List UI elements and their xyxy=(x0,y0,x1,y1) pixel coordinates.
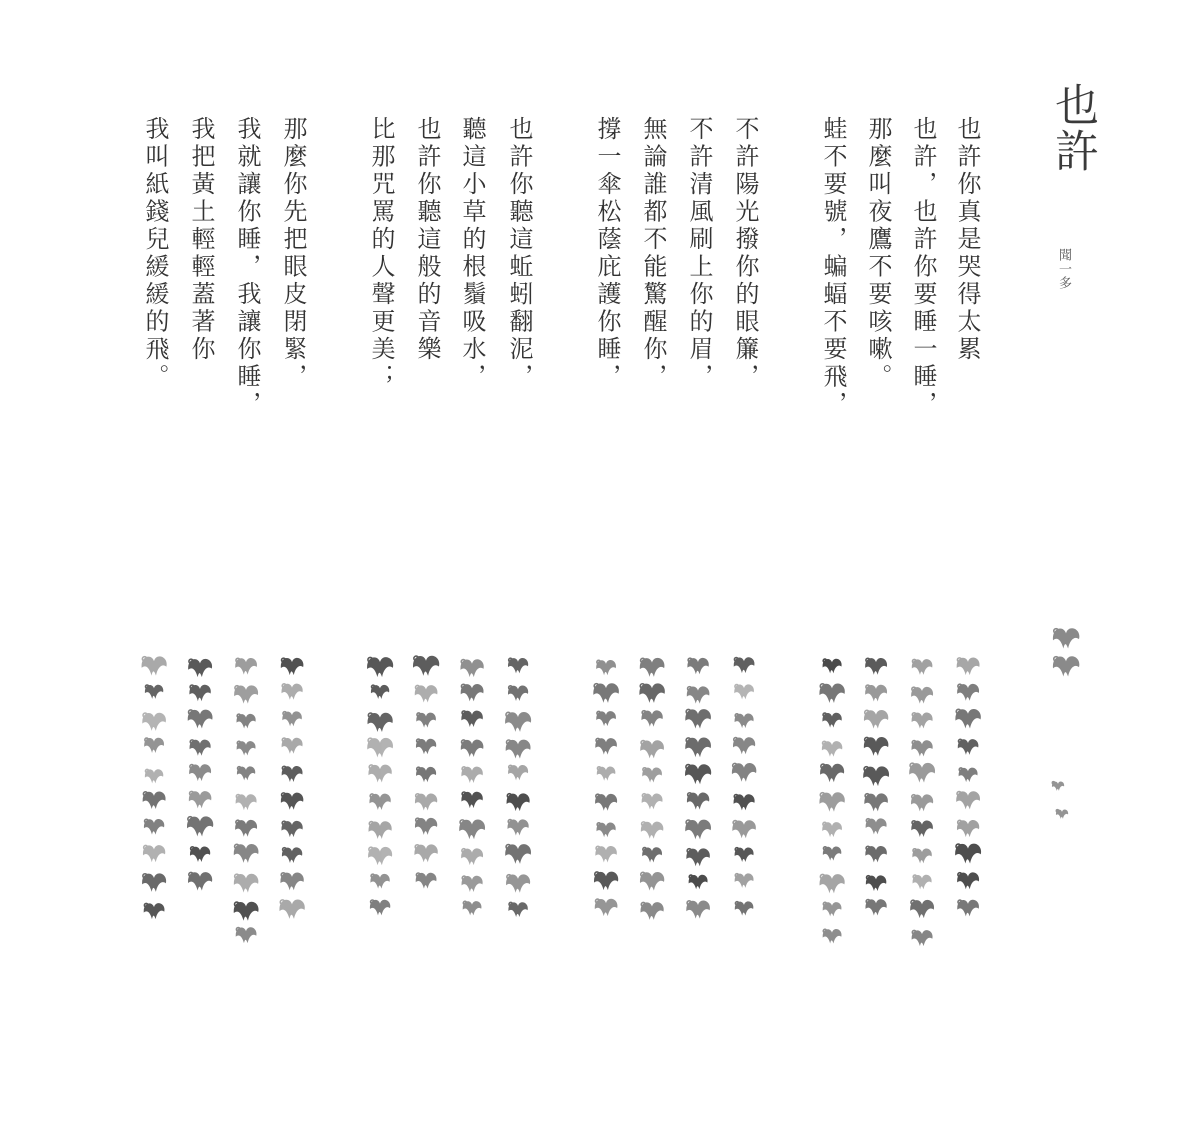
ink-glyph xyxy=(1052,782,1064,791)
ink-glyph xyxy=(641,902,664,920)
ink-glyph xyxy=(596,711,616,726)
ink-glyph xyxy=(282,847,302,863)
poem-line-15: 我把黃土輕輕蓋著你 xyxy=(187,116,215,364)
poem-line-3: 那麼叫夜鷹不要咳嗽。 xyxy=(864,116,892,391)
ink-glyph xyxy=(595,899,618,916)
ink-glyph xyxy=(955,844,981,864)
ink-glyph xyxy=(413,656,439,676)
ink-glyph xyxy=(687,792,709,809)
ink-glyph xyxy=(279,900,304,919)
ink-glyph xyxy=(640,658,665,677)
ink-glyph xyxy=(282,738,303,754)
ink-glyph xyxy=(463,901,482,915)
poem-title: 也許 xyxy=(1047,82,1098,174)
ink-glyph xyxy=(823,929,842,943)
ink-glyph xyxy=(687,658,708,674)
ink-glyph xyxy=(864,710,888,729)
ink-glyph xyxy=(459,820,485,840)
ink-glyph xyxy=(282,766,303,782)
ink-glyph xyxy=(188,659,212,677)
ink-glyph xyxy=(685,709,711,729)
poem-text-block xyxy=(0,0,1200,470)
ink-glyph xyxy=(142,713,166,731)
ink-glyph xyxy=(415,793,437,810)
ink-glyph xyxy=(687,686,710,703)
ink-glyph xyxy=(685,820,711,840)
ink-glyph xyxy=(415,818,437,835)
ink-glyph xyxy=(237,714,256,729)
ink-glyph xyxy=(369,794,390,810)
ink-glyph xyxy=(958,739,979,755)
poem-line-6: 不許清風刷上你的眉， xyxy=(685,116,713,391)
ink-glyph xyxy=(641,822,663,839)
ink-glyph xyxy=(957,820,979,837)
ink-glyph xyxy=(505,712,531,732)
ink-glyph xyxy=(142,656,167,675)
ink-glyph xyxy=(735,714,754,729)
ink-glyph xyxy=(416,767,436,782)
ink-glyph xyxy=(144,819,164,835)
ink-glyph xyxy=(370,874,389,889)
ink-glyph xyxy=(188,710,213,729)
ink-glyph xyxy=(143,845,165,862)
ink-glyph xyxy=(957,684,979,701)
ink-glyph xyxy=(189,764,211,781)
ink-glyph xyxy=(912,930,933,946)
ink-glyph xyxy=(596,660,616,675)
ink-glyph xyxy=(1056,810,1068,819)
ink-glyph xyxy=(913,875,932,890)
ink-glyph xyxy=(505,844,531,864)
ink-glyph xyxy=(865,685,887,702)
ink-glyph xyxy=(865,846,887,862)
ink-glyph xyxy=(367,738,393,758)
ink-glyph xyxy=(368,847,392,865)
ink-glyph xyxy=(733,737,755,754)
ink-glyph xyxy=(912,740,933,756)
poem-line-4: 蛙不要號，蝙蝠不要飛， xyxy=(819,116,847,419)
ink-glyph xyxy=(822,822,842,837)
ink-glyph xyxy=(912,712,933,728)
ink-glyph xyxy=(686,901,710,919)
ink-glyph xyxy=(955,709,980,728)
poem-line-11: 也許你聽這般的音樂 xyxy=(413,116,441,364)
ink-glyph xyxy=(416,713,436,728)
ink-glyph xyxy=(685,738,711,758)
ink-glyph xyxy=(370,900,390,916)
ink-glyph xyxy=(819,792,844,811)
ink-glyph xyxy=(640,872,664,891)
ink-glyph xyxy=(187,816,213,836)
ink-glyph xyxy=(416,739,436,755)
ink-glyph xyxy=(506,740,531,759)
ink-glyph xyxy=(461,848,483,865)
ink-glyph xyxy=(686,848,709,866)
ink-glyph xyxy=(371,685,389,699)
ink-glyph xyxy=(144,903,165,919)
ink-glyph xyxy=(595,738,617,755)
ink-glyph xyxy=(142,873,166,891)
ink-glyph xyxy=(957,658,980,676)
ink-glyph xyxy=(236,794,257,810)
ink-glyph xyxy=(281,793,304,810)
ink-glyph xyxy=(190,740,211,756)
ink-glyph xyxy=(414,844,437,862)
ink-glyph xyxy=(508,765,528,780)
ink-glyph xyxy=(823,847,841,861)
ink-glyph xyxy=(236,927,257,943)
ink-smoke-illustration xyxy=(0,600,1200,1000)
ink-glyph xyxy=(912,659,933,675)
ink-glyph xyxy=(508,819,529,835)
ink-glyph xyxy=(1053,656,1079,676)
ink-glyph xyxy=(735,873,754,887)
ink-glyph xyxy=(689,875,708,889)
ink-glyph xyxy=(145,685,163,699)
ink-glyph xyxy=(368,713,393,732)
ink-smoke-canvas xyxy=(0,600,1200,1000)
ink-glyph xyxy=(188,872,212,891)
ink-glyph xyxy=(508,686,528,701)
ink-glyph xyxy=(957,872,979,889)
ink-glyph xyxy=(595,794,617,811)
poem-author: 聞一多 xyxy=(1056,248,1071,290)
ink-glyph xyxy=(281,658,304,675)
ink-glyph xyxy=(594,872,618,891)
ink-glyph xyxy=(190,847,210,863)
ink-glyph xyxy=(235,658,257,675)
ink-glyph xyxy=(639,683,664,703)
ink-glyph xyxy=(732,763,756,782)
poem-line-1: 也許你真是哭得太累 xyxy=(953,116,981,364)
ink-glyph xyxy=(866,818,887,834)
ink-glyph xyxy=(642,767,662,782)
ink-glyph xyxy=(280,872,303,890)
ink-glyph xyxy=(597,823,616,838)
ink-glyph xyxy=(461,684,484,701)
ink-glyph xyxy=(368,765,391,783)
ink-glyph xyxy=(367,657,393,677)
ink-glyph xyxy=(640,740,664,758)
ink-glyph xyxy=(235,820,257,837)
ink-glyph xyxy=(735,847,754,861)
ink-glyph xyxy=(685,764,711,784)
poem-line-8: 撐一傘松蔭庇護你睡， xyxy=(593,116,621,391)
ink-glyph xyxy=(735,901,754,915)
ink-glyph xyxy=(282,684,303,700)
poem-line-12: 比那咒罵的人聲更美； xyxy=(367,116,395,391)
ink-glyph xyxy=(461,711,482,727)
ink-glyph xyxy=(911,687,933,704)
ink-glyph xyxy=(234,844,259,863)
poem-line-10: 聽這小草的根鬚吸水， xyxy=(458,116,486,391)
ink-glyph xyxy=(823,902,842,916)
ink-glyph xyxy=(823,659,842,674)
ink-glyph xyxy=(145,769,163,783)
ink-glyph xyxy=(462,876,483,892)
ink-glyph xyxy=(734,794,755,810)
poem-line-14: 我就讓你睡，我讓你睡， xyxy=(233,116,261,419)
ink-glyph xyxy=(593,683,619,703)
poem-line-9: 也許你聽這蚯蚓翻泥， xyxy=(505,116,533,391)
ink-glyph xyxy=(820,764,844,782)
ink-glyph xyxy=(460,659,483,677)
ink-glyph xyxy=(959,768,978,782)
ink-glyph xyxy=(642,847,662,862)
ink-glyph xyxy=(819,683,844,702)
ink-glyph xyxy=(734,657,755,673)
ink-glyph xyxy=(234,685,258,703)
ink-glyph xyxy=(507,793,530,811)
ink-glyph xyxy=(282,711,302,726)
ink-glyph xyxy=(506,874,530,892)
ink-glyph xyxy=(508,658,528,673)
ink-glyph xyxy=(956,791,980,809)
ink-glyph xyxy=(237,766,255,780)
ink-glyph xyxy=(416,873,437,889)
ink-glyph xyxy=(461,792,482,808)
ink-glyph xyxy=(415,685,438,702)
poem-line-5: 不許陽光撥你的眼簾， xyxy=(731,116,759,391)
ink-glyph xyxy=(909,763,935,783)
ink-glyph xyxy=(189,685,210,701)
ink-glyph xyxy=(822,713,841,728)
ink-glyph xyxy=(822,741,842,757)
ink-glyph xyxy=(866,875,886,891)
ink-glyph xyxy=(143,791,166,809)
ink-glyph xyxy=(642,793,663,809)
ink-glyph xyxy=(732,820,756,838)
ink-glyph xyxy=(864,737,889,756)
ink-glyph xyxy=(957,900,979,917)
poem-line-13: 那麼你先把眼皮閉緊， xyxy=(279,116,307,391)
ink-glyph xyxy=(912,848,931,863)
ink-glyph xyxy=(597,767,616,781)
poem-line-2: 也許，也許你要睡一睡， xyxy=(909,116,937,419)
ink-glyph xyxy=(234,902,259,921)
poem-line-7: 無論誰都不能驚醒你， xyxy=(639,116,667,391)
ink-glyph xyxy=(863,766,889,786)
ink-glyph xyxy=(820,874,845,893)
ink-glyph xyxy=(865,658,887,675)
ink-glyph xyxy=(865,899,886,915)
ink-glyph xyxy=(911,794,933,811)
ink-glyph xyxy=(189,791,212,808)
ink-glyph xyxy=(911,820,933,837)
ink-glyph xyxy=(461,740,484,757)
ink-glyph xyxy=(281,821,302,837)
ink-glyph xyxy=(144,738,164,753)
ink-glyph xyxy=(641,710,662,726)
ink-glyph xyxy=(595,846,616,862)
ink-glyph xyxy=(734,684,754,699)
ink-glyph xyxy=(237,741,256,755)
ink-glyph xyxy=(461,767,482,783)
poem-line-16: 我叫紙錢兒緩緩的飛。 xyxy=(141,116,169,391)
ink-glyph xyxy=(864,793,888,811)
ink-glyph xyxy=(1053,628,1079,648)
ink-glyph xyxy=(910,900,934,918)
ink-glyph xyxy=(508,902,527,917)
ink-glyph xyxy=(369,821,392,839)
ink-glyph xyxy=(234,874,259,893)
